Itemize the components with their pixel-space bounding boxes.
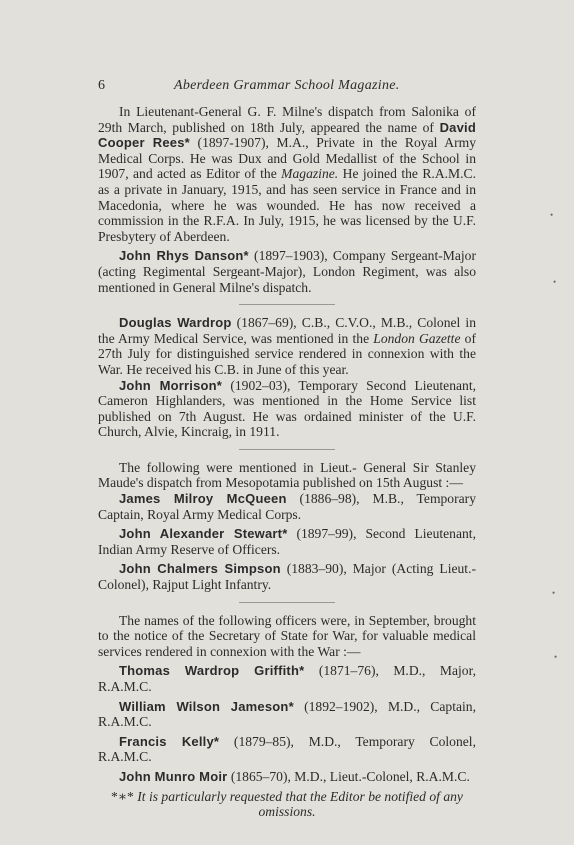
section-divider [239, 449, 335, 450]
section-divider [239, 602, 335, 603]
person-name: David Cooper Rees* [98, 119, 476, 151]
paragraph-jameson: William Wilson Jameson* (1892–1902), M.D., Captain, R.A.M.C. [98, 698, 476, 730]
asterism: *∗* [111, 788, 134, 804]
person-name: William Wilson Jameson* [119, 698, 294, 714]
person-name: Douglas Wardrop [119, 315, 232, 331]
person-name: John Alexander Stewart* [119, 526, 288, 542]
paragraph-mcqueen: James Milroy McQueen (1886–98), M.B., Temporary Captain, Royal Army Medical Corps. [98, 491, 476, 522]
paragraph-danson: John Rhys Danson* (1897–1903), Company Sergeant-Major (acting Regimental Sergeant-Major), London Regiment, was also mentioned in General Milne's dispatch. [98, 248, 476, 295]
person-name: Francis Kelly* [119, 733, 220, 749]
section-divider [239, 304, 335, 305]
paragraph-stewart: John Alexander Stewart* (1897–99), Second Lieutenant, Indian Army Reserve of Officers. [98, 526, 476, 557]
paragraph-mesopotamia-intro: The following were mentioned in Lieut.- General Sir Stanley Maude's dispatch from Mesopotamia published on 15th August :— [98, 459, 476, 491]
paragraph-griffith: Thomas Wardrop Griffith* (1871–76), M.D., Major, R.A.M.C. [98, 663, 476, 694]
margin-speck: • [553, 277, 557, 287]
person-name: James Milroy McQueen [119, 491, 287, 507]
margin-speck: • [554, 652, 558, 662]
running-title: Aberdeen Grammar School Magazine. [174, 78, 400, 93]
person-name: John Munro Moir [119, 768, 228, 784]
editor-note: *∗* It is particularly requested that the Editor be notified of any omissions. [111, 788, 463, 820]
paragraph-wardrop: Douglas Wardrop (1867–69), C.B., C.V.O., M.B., Colonel in the Army Medical Service, was mentioned in the London Gazette of 27th July for distinguished service rendered in connexion with the War. He received his C.B. in June of this year. [98, 315, 477, 377]
paragraph-medical-intro: The names of the following officers were, in September, brought to the notice of the Secretary of State for War, for valuable medical services rendered in connexion with the War :— [98, 612, 476, 659]
gazette-italic: London Gazette [373, 330, 461, 346]
person-name: John Morrison* [119, 377, 223, 393]
margin-speck: • [550, 210, 554, 220]
page-number: 6 [98, 78, 105, 93]
paragraph-moir: John Munro Moir (1865–70), M.D., Lieut.-Colonel, R.A.M.C. [119, 768, 470, 784]
margin-speck: • [552, 588, 556, 598]
person-name: John Chalmers Simpson [119, 561, 281, 577]
paragraph-morrison: John Morrison* (1902–03), Temporary Second Lieutenant, Cameron Highlanders, was mentioned in the Home Service list published on 7th August. He was ordained minister of the U.F. Church, Alvie, Kincraig, in 1911. [98, 377, 477, 440]
paragraph-rees: In Lieutenant-General G. F. Milne's dispatch from Salonika of 29th March, published on 18th July, appeared the name of David Cooper Rees* (1897-1907), M.A., Private in the Royal Army Medical Corps. He was Dux and Gold Medallist of the School in 1907, and acted as Editor of the Magazine. He joined the R.A.M.C. as a private in January, 1915, and has seen service in France and in Macedonia, where he was wounded. He has now received a commission in the R.F.A. In July, 1915, he was licensed by the U.F. Presbytery of Aberdeen. [98, 104, 476, 244]
paragraph-simpson: John Chalmers Simpson (1883–90), Major (Acting Lieut.-Colonel), Rajput Light Infantry. [98, 561, 477, 593]
magazine-italic: Magazine. [281, 166, 339, 182]
person-name: John Rhys Danson* [119, 248, 249, 264]
paragraph-kelly: Francis Kelly* (1879–85), M.D., Temporary Colonel, R.A.M.C. [98, 733, 476, 765]
article-body [98, 104, 476, 820]
person-name: Thomas Wardrop Griffith* [119, 663, 305, 679]
